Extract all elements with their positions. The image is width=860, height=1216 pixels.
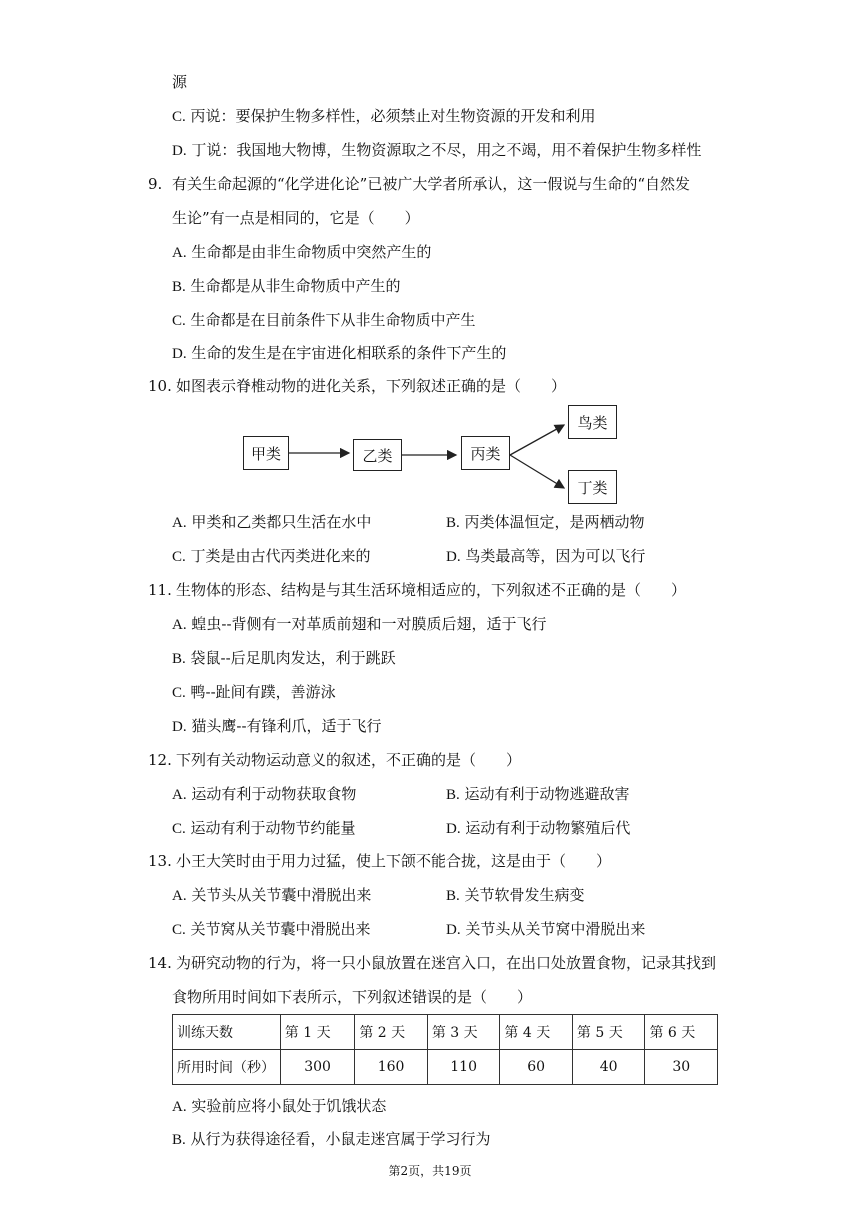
option-label: A.	[172, 515, 187, 531]
option-label: A.	[172, 787, 187, 803]
option-text: 关节头从关节囊中滑脱出来	[191, 886, 372, 904]
option-d	[172, 716, 382, 737]
question-stem: 小王大笑时由于用力过猛，使上下颌不能合拢，这是由于（ ）	[176, 852, 612, 870]
arrow-bing-to-ding	[510, 455, 564, 488]
option-text: 从行为获得途径看，小鼠走迷宫属于学习行为	[190, 1130, 491, 1148]
table-cell: 160	[355, 1050, 428, 1085]
option-text: 生命都是从非生命物质中产生的	[190, 277, 401, 295]
table-cell: 所用时间（秒）	[173, 1050, 281, 1085]
option-label: D.	[172, 143, 187, 159]
page-footer: 第2页，共19页	[388, 1164, 472, 1178]
training-time-table	[172, 1014, 718, 1085]
table-cell: 第 2 天	[355, 1015, 428, 1050]
option-text: 丙类体温恒定，是两栖动物	[464, 513, 645, 531]
option-text: 运动有利于动物节约能量	[190, 819, 356, 837]
option-a	[172, 1096, 386, 1117]
question-stem: 如图表示脊椎动物的进化关系，下列叙述正确的是（ ）	[176, 377, 567, 395]
option-text: 关节软骨发生病变	[464, 886, 585, 904]
question-number: 12.	[148, 751, 172, 769]
table-cell: 第 4 天	[500, 1015, 573, 1050]
option-c	[172, 682, 336, 703]
question-stem: 生物体的形态、结构是与其生活环境相适应的，下列叙述不正确的是（ ）	[176, 581, 687, 599]
option-label: B.	[172, 279, 186, 295]
option-text: 关节头从关节窝中滑脱出来	[465, 920, 646, 938]
arrow-bing-to-niao	[510, 425, 564, 455]
option-label: C.	[172, 109, 186, 125]
option-text: 鸭--趾间有蹼，善游泳	[190, 683, 336, 701]
option-a	[172, 512, 371, 533]
question-stem-continued: 生论”有一点是相同的，它是（ ）	[172, 209, 420, 227]
node-niao: 鸟类	[568, 405, 617, 439]
option-d	[446, 818, 630, 839]
option-c	[172, 546, 371, 567]
question-number: 11.	[148, 581, 172, 599]
option-b	[446, 512, 645, 533]
option-label: D.	[446, 821, 461, 837]
option-text: 运动有利于动物获取食物	[191, 785, 357, 803]
option-text: 实验前应将小鼠处于饥饿状态	[191, 1097, 387, 1115]
option-b	[446, 885, 585, 906]
continuation-text: 源	[172, 73, 188, 91]
option-a	[172, 614, 547, 635]
option-c	[172, 919, 371, 940]
option-c	[172, 818, 356, 839]
option-label: D.	[172, 346, 187, 362]
question-stem: 为研究动物的行为，将一只小鼠放置在迷宫入口，在出口处放置食物，记录其找到	[176, 954, 717, 972]
option-label: D.	[172, 719, 187, 735]
table-cell: 第 6 天	[645, 1015, 718, 1050]
table-cell: 300	[280, 1050, 355, 1085]
table-cell: 第 3 天	[427, 1015, 500, 1050]
option-d	[446, 919, 645, 940]
option-label: C.	[172, 821, 186, 837]
option-label: A.	[172, 1099, 187, 1115]
question-stem: 下列有关动物运动意义的叙述，不正确的是（ ）	[176, 751, 522, 769]
option-d	[446, 546, 645, 567]
option-a	[172, 885, 371, 906]
table-row	[173, 1050, 718, 1085]
option-label: C.	[172, 922, 186, 938]
question-number: 10.	[148, 377, 172, 395]
option-text: 丁说：我国地大物博，生物资源取之不尽，用之不竭，用不着保护生物多样性	[191, 141, 702, 159]
table-cell: 第 1 天	[280, 1015, 355, 1050]
table-cell: 30	[645, 1050, 718, 1085]
option-label: D.	[446, 922, 461, 938]
option-label: C.	[172, 313, 186, 329]
question-stem: 有关生命起源的“化学进化论”已被广大学者所承认，这一假说与生命的“自然发	[172, 175, 691, 193]
option-label: A.	[172, 617, 187, 633]
question-number: 14.	[148, 954, 172, 972]
option-label: A.	[172, 888, 187, 904]
option-text: 袋鼠--后足肌肉发达，利于跳跃	[190, 649, 396, 667]
option-label: C.	[172, 685, 186, 701]
option-label: B.	[446, 515, 460, 531]
option-text: 运动有利于动物繁殖后代	[465, 819, 631, 837]
option-b	[172, 1129, 491, 1150]
option-label: B.	[446, 787, 460, 803]
node-jia: 甲类	[243, 436, 289, 470]
option-label: B.	[446, 888, 460, 904]
table-cell: 训练天数	[173, 1015, 281, 1050]
option-text: 运动有利于动物逃避敌害	[464, 785, 630, 803]
evolution-arrows	[0, 0, 860, 520]
table-cell: 40	[572, 1050, 645, 1085]
node-bing: 丙类	[461, 436, 510, 470]
option-text: 猫头鹰--有锋利爪，适于飞行	[191, 717, 382, 735]
option-text: 关节窝从关节囊中滑脱出来	[190, 920, 371, 938]
option-text: 丙说：要保护生物多样性，必须禁止对生物资源的开发和利用	[190, 107, 596, 125]
option-b	[172, 648, 396, 669]
option-text: 丁类是由古代丙类进化来的	[190, 547, 371, 565]
table-cell: 110	[427, 1050, 500, 1085]
option-text: 生命的发生是在宇宙进化相联系的条件下产生的	[191, 344, 507, 362]
option-label: D.	[446, 549, 461, 565]
question-number: 9.	[148, 175, 163, 193]
option-text: 生命都是由非生命物质中突然产生的	[191, 243, 432, 261]
option-text: 生命都是在目前条件下从非生命物质中产生	[190, 311, 476, 329]
option-text: 鸟类最高等，因为可以飞行	[465, 547, 646, 565]
option-label: B.	[172, 651, 186, 667]
table-cell: 第 5 天	[572, 1015, 645, 1050]
table-cell: 60	[500, 1050, 573, 1085]
table-header-row	[173, 1015, 718, 1050]
option-text: 甲类和乙类都只生活在水中	[191, 513, 372, 531]
option-label: C.	[172, 549, 186, 565]
option-label: B.	[172, 1132, 186, 1148]
option-label: A.	[172, 245, 187, 261]
option-b	[446, 784, 630, 805]
question-number: 13.	[148, 852, 172, 870]
node-yi: 乙类	[353, 439, 402, 471]
option-text: 蝗虫--背侧有一对革质前翅和一对膜质后翅，适于飞行	[191, 615, 547, 633]
question-stem-continued: 食物所用时间如下表所示，下列叙述错误的是（ ）	[172, 988, 533, 1006]
node-ding: 丁类	[568, 470, 617, 504]
option-a	[172, 784, 356, 805]
